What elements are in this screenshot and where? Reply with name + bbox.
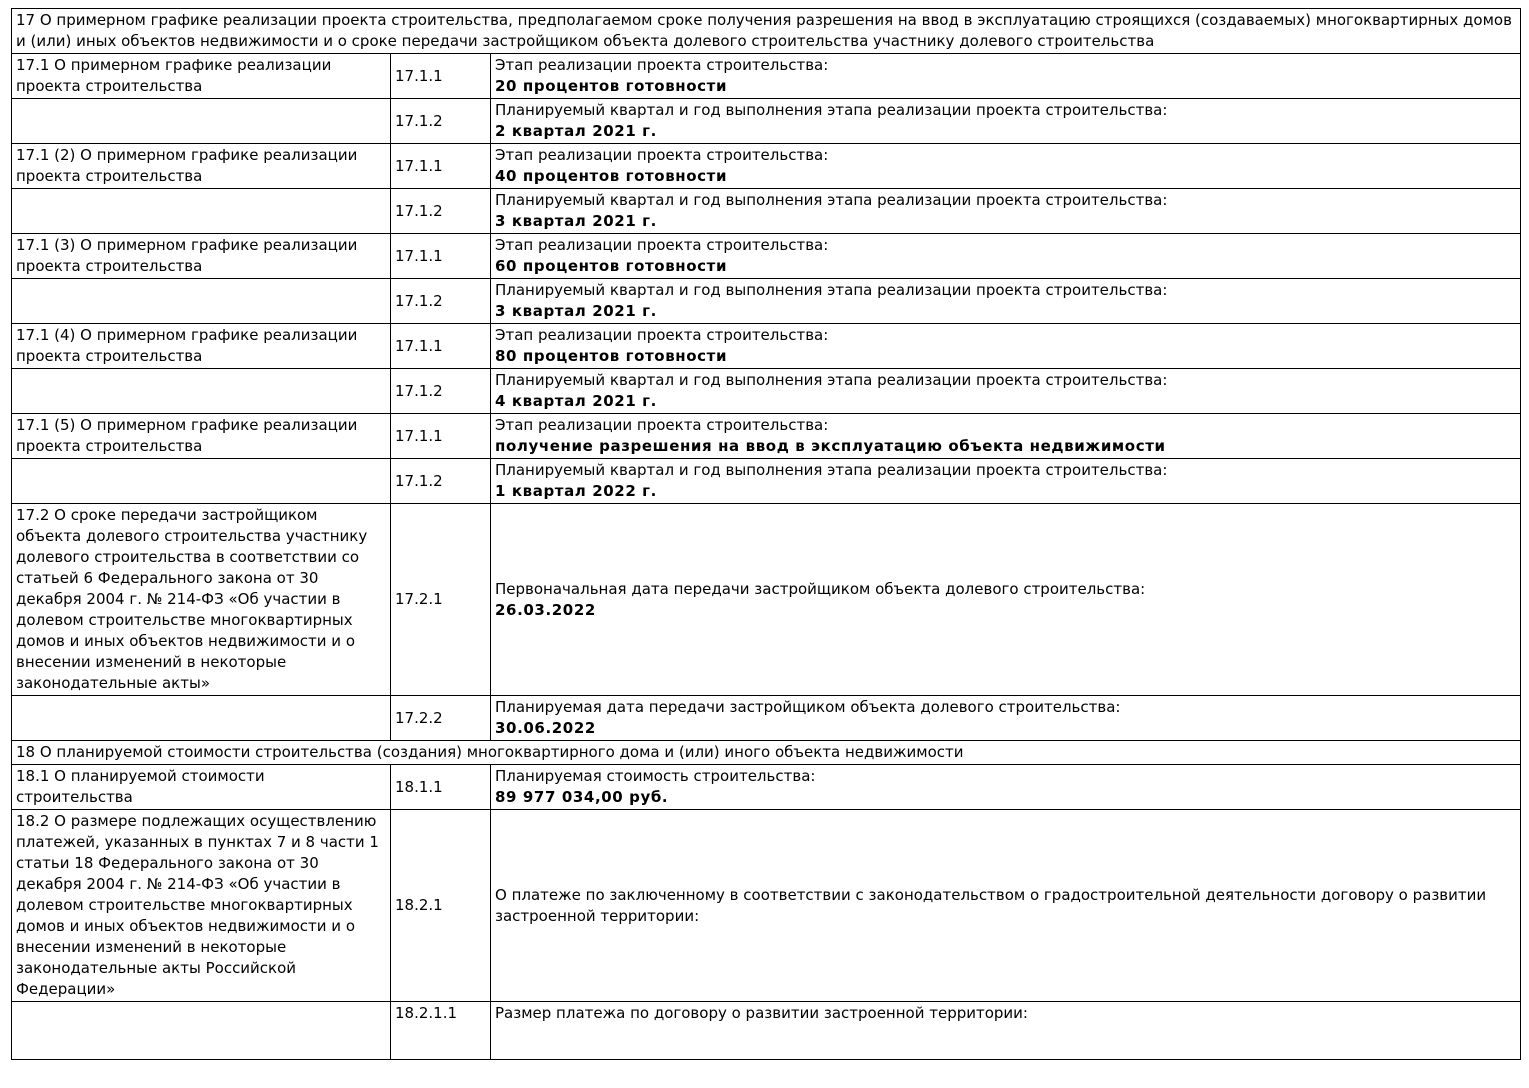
field-question: Планируемый квартал и год выполнения этапа реализации проекта строительства: — [495, 101, 1168, 119]
field-question: Планируемый квартал и год выполнения этапа реализации проекта строительства: — [495, 371, 1168, 389]
table-row — [12, 99, 1521, 144]
row-content — [491, 1002, 1521, 1060]
table-row — [12, 234, 1521, 279]
table-row — [12, 54, 1521, 99]
field-value: 3 квартал 2021 г. — [495, 302, 657, 320]
row-code: 17.1.2 — [391, 459, 491, 504]
row-content — [491, 696, 1521, 741]
row-code: 17.1.2 — [391, 189, 491, 234]
field-question: Этап реализации проекта строительства: — [495, 56, 829, 74]
row-label — [12, 1002, 391, 1060]
field-value: 3 квартал 2021 г. — [495, 212, 657, 230]
table-row — [12, 765, 1521, 810]
row-code: 17.1.2 — [391, 279, 491, 324]
field-question: Планируемый квартал и год выполнения этапа реализации проекта строительства: — [495, 281, 1168, 299]
field-question: Планируемая стоимость строительства: — [495, 767, 816, 785]
row-code: 17.1.1 — [391, 144, 491, 189]
row-label — [12, 459, 391, 504]
field-value: 1 квартал 2022 г. — [495, 482, 657, 500]
field-question: Планируемая дата передачи застройщиком объекта долевого строительства: — [495, 698, 1121, 716]
field-value: получение разрешения на ввод в эксплуатацию объекта недвижимости — [495, 437, 1166, 455]
row-code: 18.2.1.1 — [391, 1002, 491, 1060]
row-code: 17.1.2 — [391, 99, 491, 144]
field-question: Этап реализации проекта строительства: — [495, 146, 829, 164]
row-content — [491, 459, 1521, 504]
table-row — [12, 144, 1521, 189]
row-label — [12, 369, 391, 414]
row-code: 18.2.1 — [391, 810, 491, 1002]
row-label — [12, 696, 391, 741]
row-code: 17.2.2 — [391, 696, 491, 741]
row-code: 17.2.1 — [391, 504, 491, 696]
row-label: 17.1 (5) О примерном графике реализации проекта строительства — [12, 414, 391, 459]
row-content — [491, 504, 1521, 696]
row-label: 17.1 (2) О примерном графике реализации проекта строительства — [12, 144, 391, 189]
table-row — [12, 189, 1521, 234]
row-label: 17.1 (4) О примерном графике реализации проекта строительства — [12, 324, 391, 369]
field-question: Планируемый квартал и год выполнения этапа реализации проекта строительства: — [495, 191, 1168, 209]
row-content — [491, 144, 1521, 189]
row-code: 17.1.1 — [391, 234, 491, 279]
row-content — [491, 54, 1521, 99]
row-label — [12, 279, 391, 324]
table-row — [12, 504, 1521, 696]
field-value: 80 процентов готовности — [495, 347, 728, 365]
field-value: 60 процентов готовности — [495, 257, 728, 275]
field-value: 2 квартал 2021 г. — [495, 122, 657, 140]
field-value: 40 процентов готовности — [495, 167, 728, 185]
section-header: 18 О планируемой стоимости строительства (создания) многоквартирного дома и (или) иного объекта недвижимости — [12, 741, 1521, 765]
row-code: 17.1.1 — [391, 414, 491, 459]
row-code: 18.1.1 — [391, 765, 491, 810]
field-value: 4 квартал 2021 г. — [495, 392, 657, 410]
row-content — [491, 99, 1521, 144]
table-row — [12, 414, 1521, 459]
row-label: 17.1 О примерном графике реализации проекта строительства — [12, 54, 391, 99]
field-value: 30.06.2022 — [495, 719, 596, 737]
row-content — [491, 279, 1521, 324]
table-row — [12, 369, 1521, 414]
table-row — [12, 279, 1521, 324]
field-value: 26.03.2022 — [495, 600, 596, 619]
field-question: Этап реализации проекта строительства: — [495, 326, 829, 344]
table-row — [12, 696, 1521, 741]
table-row — [12, 324, 1521, 369]
field-question: Размер платежа по договору о развитии застроенной территории: — [495, 1004, 1028, 1022]
table-body — [12, 9, 1521, 1060]
field-question: Этап реализации проекта строительства: — [495, 236, 829, 254]
row-code: 17.1.2 — [391, 369, 491, 414]
row-content — [491, 324, 1521, 369]
project-declaration-table — [11, 8, 1521, 1060]
field-question: О платеже по заключенному в соответствии с законодательством о градостроительной деятельности договору о развитии застроенной территории: — [495, 885, 1487, 925]
table-row — [12, 459, 1521, 504]
row-content — [491, 369, 1521, 414]
row-label — [12, 189, 391, 234]
row-label: 17.1 (3) О примерном графике реализации проекта строительства — [12, 234, 391, 279]
field-question: Планируемый квартал и год выполнения этапа реализации проекта строительства: — [495, 461, 1168, 479]
row-content — [491, 765, 1521, 810]
row-code: 17.1.1 — [391, 324, 491, 369]
section-row — [12, 741, 1521, 765]
table-row — [12, 1002, 1521, 1060]
row-label: 18.1 О планируемой стоимости строительства — [12, 765, 391, 810]
row-code: 17.1.1 — [391, 54, 491, 99]
row-content — [491, 414, 1521, 459]
field-value: 89 977 034,00 руб. — [495, 788, 669, 806]
row-content — [491, 189, 1521, 234]
field-value: 20 процентов готовности — [495, 77, 728, 95]
row-label: 17.2 О сроке передачи застройщиком объекта долевого строительства участнику долевого строительства в соответствии со статьей 6 Федерального закона от 30 декабря 2004 г. № 214-ФЗ «Об участии в долевом строительстве многоквартирных домов и иных объектов недвижимости и о внесении изменений в некоторые законодательные акты» — [12, 504, 391, 696]
row-label — [12, 99, 391, 144]
row-content — [491, 234, 1521, 279]
section-row — [12, 9, 1521, 54]
table-row — [12, 810, 1521, 1002]
row-content — [491, 810, 1521, 1002]
field-question: Первоначальная дата передачи застройщиком объекта долевого строительства: — [495, 579, 1146, 598]
row-label: 18.2 О размере подлежащих осуществлению платежей, указанных в пунктах 7 и 8 части 1 статьи 18 Федерального закона от 30 декабря 2004 г. № 214-ФЗ «Об участии в долевом строительстве многоквартирных домов и иных объектов недвижимости и о внесении изменений в некоторые законодательные акты Российской Федерации» — [12, 810, 391, 1002]
field-question: Этап реализации проекта строительства: — [495, 416, 829, 434]
section-header: 17 О примерном графике реализации проекта строительства, предполагаемом сроке получения разрешения на ввод в эксплуатацию строящихся (создаваемых) многоквартирных домов и (или) иных объектов недвижимости и о сроке передачи застройщиком объекта долевого строительства участнику долевого строительства — [12, 9, 1521, 54]
